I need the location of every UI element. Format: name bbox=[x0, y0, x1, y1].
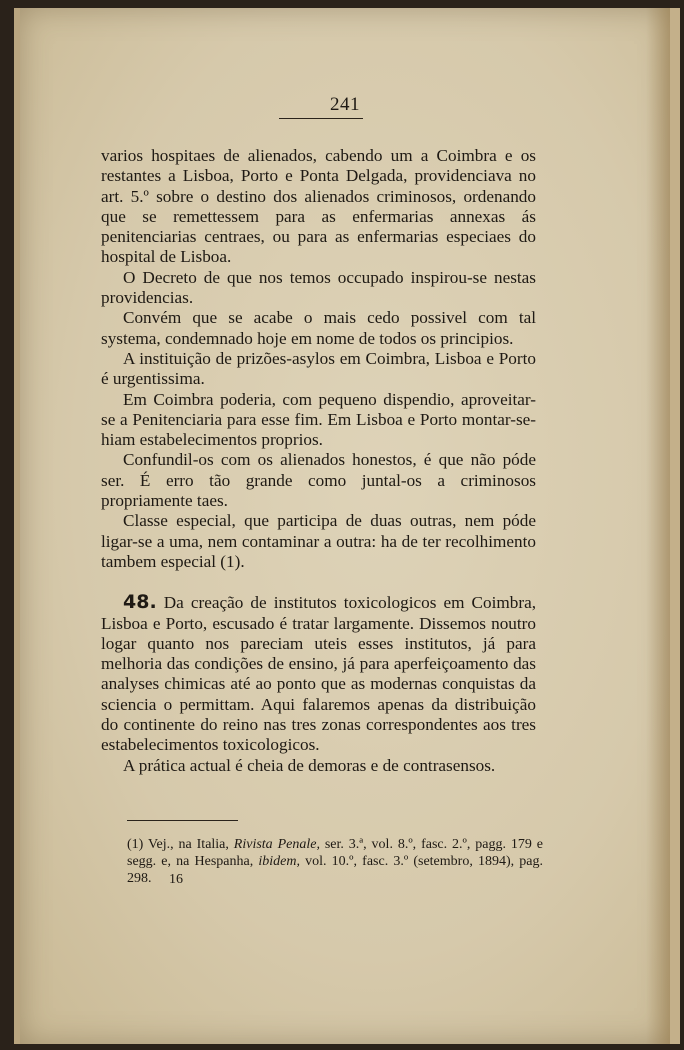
paragraph-2: O Decreto de que nos temos occupado inspirou-se nestas providencias. bbox=[101, 267, 536, 308]
section-text: Da creação de institutos toxicologicos em Coimbra, Lisboa e Porto, escusado é tratar largamente. Dissemos noutro logar quanto nos pareciam uteis esses institutos, já para melhoria das condições de ensino, já para aperfeiçoamento das analyses chimicas até ao ponto que as modernas conquistas da sciencia o permittam. Aqui falaremos apenas da distribuição do continente do reino nas tres zonas correspondentes aos tres estabelecimentos toxicologicos. bbox=[101, 593, 537, 755]
footnote-part1: (1) Vej., na Italia, bbox=[127, 837, 234, 852]
header-rule bbox=[279, 118, 363, 119]
footnote-rule bbox=[127, 820, 238, 821]
book-page bbox=[14, 8, 680, 1044]
paragraph-3: Convém que se acabe o mais cedo possivel com tal systema, condemnado hoje em nome de todos os principios. bbox=[101, 308, 536, 348]
page-number: 241 bbox=[330, 94, 360, 115]
footnote-part2: ser. 3.ª, vol. 8.º, fasc. 2.º, pagg. 179 e segg. e, na Hespanha, bbox=[127, 837, 543, 869]
paragraph-4: A instituição de prizões-asylos em Coimbra, Lisboa e Porto é urgentissima. bbox=[101, 348, 536, 389]
paragraph-7: Classe especial, que participa de duas outras, nem póde ligar-se a uma, nem contaminar a outra: ha de ter recolhimento tambem especial (1). bbox=[101, 511, 536, 571]
footnote-ibidem: ibidem, bbox=[258, 854, 300, 869]
section-paragraph bbox=[101, 592, 536, 755]
paragraph-5: Em Coimbra poderia, com pequeno dispendio, aproveitar-se a Penitenciaria para esse fim. Em Lisboa e Porto montar-se-hiam estabelecimentos proprios. bbox=[101, 389, 536, 450]
footnote bbox=[127, 836, 543, 887]
signature-mark: 16 bbox=[169, 872, 183, 887]
paragraph-1: varios hospitaes de alienados, cabendo um a Coimbra e os restantes a Lisboa, Porto e Ponta Delgada, providenciava no art. 5.º sobre o destino dos alienados criminosos, ordenando que se remettessem para as enfermarias annexas ás penitenciarias centraes, ou para as enfermarias especiaes do hospital de Lisboa. bbox=[101, 146, 536, 267]
section-number: 48. bbox=[123, 591, 157, 614]
footnote-part3: vol. 10.º, fasc. 3.º (setembro, 1894), pag. 298. bbox=[127, 854, 543, 886]
body-text bbox=[101, 146, 536, 776]
page-edge-shadow bbox=[646, 8, 670, 1044]
footnote-journal: Rivista Penale, bbox=[233, 837, 320, 852]
paragraph-last: A prática actual é cheia de demoras e de contrasensos. bbox=[123, 755, 496, 775]
paragraph-6: Confundil-os com os alienados honestos, é que não póde ser. É erro tão grande como juntal-os a criminosos propriamente taes. bbox=[101, 450, 536, 511]
